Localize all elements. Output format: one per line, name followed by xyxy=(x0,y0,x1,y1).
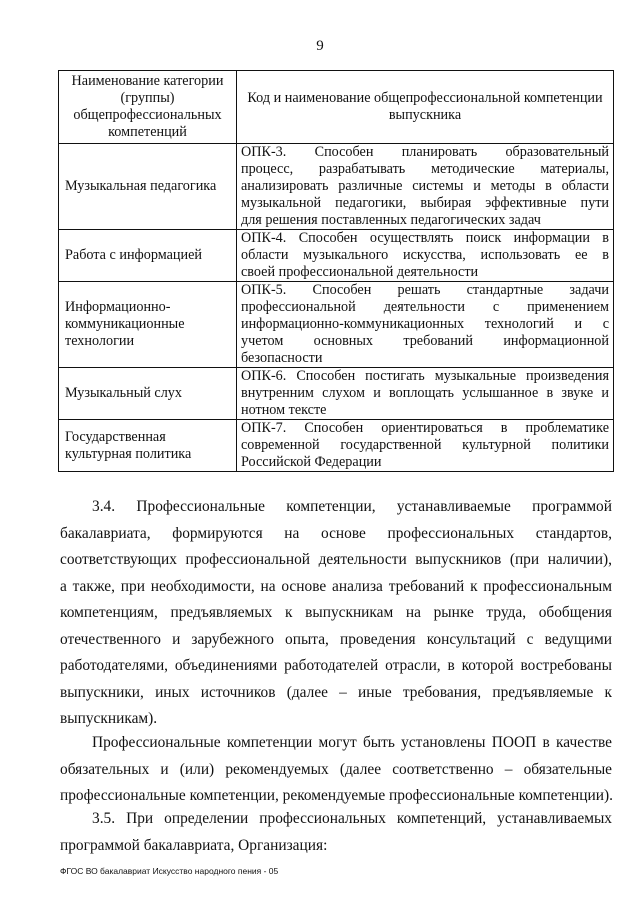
competence-category: Работа с информацией xyxy=(59,230,237,282)
paragraph-prof-competencies xyxy=(60,730,612,810)
header-competence: Код и наименование общепрофессиональной компетенции выпускника xyxy=(237,71,614,144)
competence-category: Музыкальный слух xyxy=(59,368,237,420)
paragraph-3-5 xyxy=(60,806,612,859)
page-number: 9 xyxy=(316,38,324,54)
description-line: ОПК-4. Способен осуществлять поиск информации в xyxy=(241,230,609,246)
description-line: ОПК-6. Способен постигать музыкальные произведения xyxy=(241,368,609,384)
description-line: учетом основных требований информационной xyxy=(241,333,609,349)
description-line: своей профессиональной деятельности xyxy=(241,264,479,280)
paragraph-3-4 xyxy=(60,494,612,733)
description-line: внутренним слухом и воплощать услышанное в звуке и xyxy=(241,385,609,401)
description-line: профессиональной деятельности с применением xyxy=(241,299,609,315)
paragraph-line: компетенциям, предъявляемых к выпускникам на рынке труда, обобщения xyxy=(60,604,612,621)
description-line: ОПК-7. Способен ориентироваться в проблематике xyxy=(241,420,609,436)
table-row xyxy=(59,144,614,230)
paragraph-line: работодателями, объединениями работодателей отрасли, в которой востребованы xyxy=(60,657,612,674)
paragraph-line: программой бакалавриата, Организация: xyxy=(60,836,328,854)
paragraph-line: отечественного и зарубежного опыта, проведения консультаций с ведущими xyxy=(60,630,612,648)
description-line: музыкальной педагогики, выбирая эффективные пути xyxy=(241,195,609,211)
competence-description xyxy=(237,230,614,282)
paragraph-line: обязательных и (или) рекомендуемых (далее соответственно – обязательные xyxy=(60,760,612,778)
competence-category: Информационно-коммуникационные технологии xyxy=(59,282,237,368)
description-line: процесс, разрабатывать методические материалы, xyxy=(241,161,609,177)
paragraph-line: 3.5. При определении профессиональных компетенций, устанавливаемых xyxy=(92,810,612,827)
header-category: Наименование категории (группы) общепрофессиональных компетенций xyxy=(59,71,237,144)
description-line: ОПК-3. Способен планировать образовательный xyxy=(241,144,609,160)
competence-description xyxy=(237,368,614,420)
paragraph-line: 3.4. Профессиональные компетенции, устанавливаемые программой xyxy=(92,498,612,515)
description-line: безопасности xyxy=(241,350,323,366)
paragraph-line: соответствующих профессиональной деятельности выпускников (при наличии), xyxy=(60,551,612,568)
description-line: современной государственной культурной политики xyxy=(241,437,609,453)
competence-category: Государственная культурная политика xyxy=(59,420,237,472)
competence-description xyxy=(237,282,614,368)
competence-category: Музыкальная педагогика xyxy=(59,144,237,230)
table-row xyxy=(59,230,614,282)
paragraph-line: Профессиональные компетенции могут быть установлены ПООП в качестве xyxy=(92,734,612,751)
table-row xyxy=(59,368,614,420)
description-line: анализировать различные системы и методы в области xyxy=(241,178,609,194)
description-line: области музыкального искусства, использовать ее в xyxy=(241,247,609,263)
footer-note: ФГОС ВО бакалавриат Искусство народного пения - 05 xyxy=(60,866,279,876)
table-header-row xyxy=(59,71,614,144)
paragraph-line: бакалавриата, формируются на основе профессиональных стандартов, xyxy=(60,524,612,542)
competence-description xyxy=(237,420,614,472)
paragraph-line: а также, при необходимости, на основе анализа требований к профессиональным xyxy=(60,577,612,595)
description-line: информационно-коммуникационных технологий и с xyxy=(241,316,609,332)
paragraph-line: выпускники, иных источников (далее – иные требования, предъявляемые к xyxy=(60,683,612,701)
paragraph-line: профессиональные компетенции, рекомендуемые профессиональные компетенции). xyxy=(60,787,613,804)
description-line: ОПК-5. Способен решать стандартные задачи xyxy=(241,282,609,298)
paragraph-line: выпускникам). xyxy=(60,710,158,727)
competence-description xyxy=(237,144,614,230)
description-line: Российской Федерации xyxy=(241,454,382,470)
table-row xyxy=(59,282,614,368)
description-line: нотном тексте xyxy=(241,402,327,418)
description-line: для решения поставленных педагогических задач xyxy=(241,212,541,228)
table-row xyxy=(59,420,614,472)
competencies-table xyxy=(58,70,614,472)
